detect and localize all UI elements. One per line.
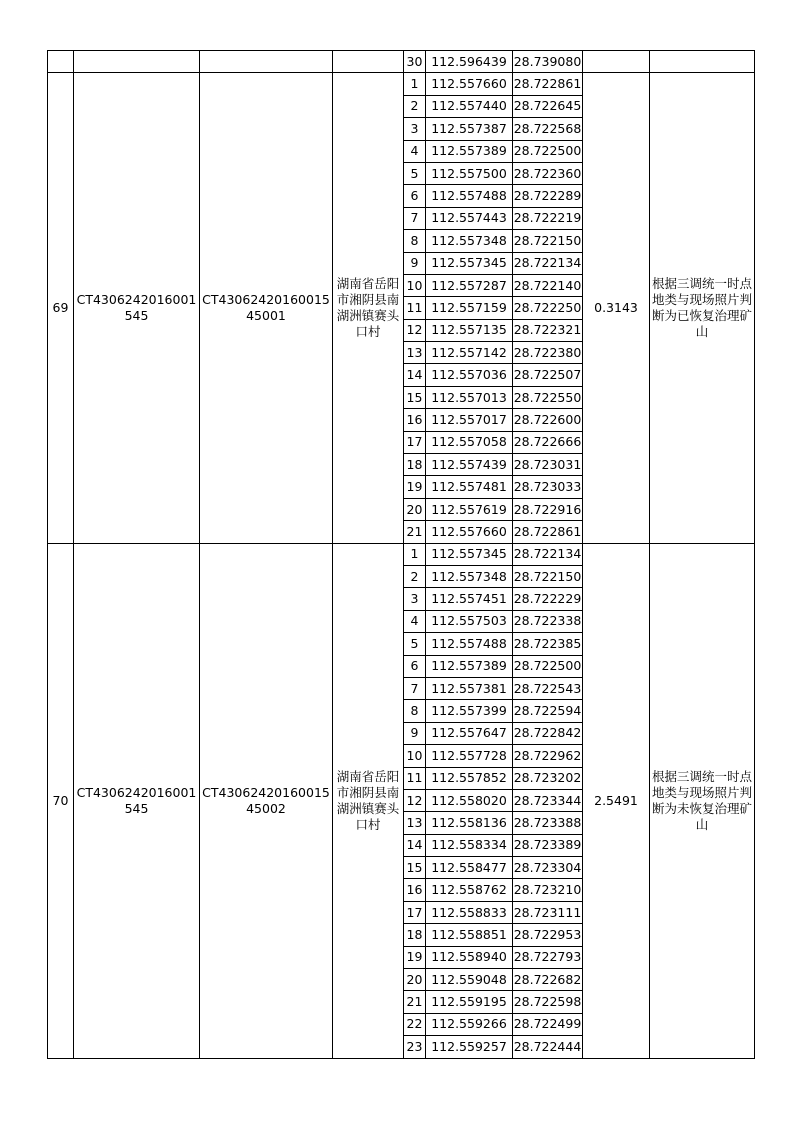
longitude-value: 112.557389 bbox=[426, 140, 513, 162]
point-number: 14 bbox=[404, 364, 426, 386]
latitude-value: 28.722507 bbox=[513, 364, 583, 386]
longitude-value: 112.559048 bbox=[426, 969, 513, 991]
longitude-value: 112.558940 bbox=[426, 946, 513, 968]
latitude-value: 28.722793 bbox=[513, 946, 583, 968]
longitude-value: 112.557451 bbox=[426, 588, 513, 610]
latitude-value: 28.723111 bbox=[513, 901, 583, 923]
longitude-value: 112.558851 bbox=[426, 924, 513, 946]
latitude-value: 28.722219 bbox=[513, 207, 583, 229]
point-number: 9 bbox=[404, 252, 426, 274]
longitude-value: 112.557660 bbox=[426, 73, 513, 95]
longitude-value: 112.557660 bbox=[426, 521, 513, 543]
point-number: 18 bbox=[404, 454, 426, 476]
latitude-value: 28.723031 bbox=[513, 454, 583, 476]
area-value: 2.5491 bbox=[583, 543, 650, 1058]
latitude-value: 28.722543 bbox=[513, 677, 583, 699]
point-number: 5 bbox=[404, 162, 426, 184]
point-number: 18 bbox=[404, 924, 426, 946]
point-number: 4 bbox=[404, 140, 426, 162]
remark-note: 根据三调统一时点地类与现场照片判断为未恢复治理矿山 bbox=[650, 543, 755, 1058]
point-number: 6 bbox=[404, 655, 426, 677]
sequence-number: 69 bbox=[48, 73, 74, 543]
latitude-value: 28.739080 bbox=[513, 51, 583, 73]
longitude-value: 112.557387 bbox=[426, 118, 513, 140]
latitude-value: 28.722861 bbox=[513, 73, 583, 95]
latitude-value: 28.722360 bbox=[513, 162, 583, 184]
latitude-value: 28.722500 bbox=[513, 655, 583, 677]
longitude-value: 112.558334 bbox=[426, 834, 513, 856]
longitude-value: 112.557439 bbox=[426, 454, 513, 476]
longitude-value: 112.557500 bbox=[426, 162, 513, 184]
longitude-value: 112.557348 bbox=[426, 230, 513, 252]
longitude-value: 112.557481 bbox=[426, 476, 513, 498]
point-number: 2 bbox=[404, 95, 426, 117]
point-number: 15 bbox=[404, 386, 426, 408]
point-number: 8 bbox=[404, 230, 426, 252]
point-number: 10 bbox=[404, 274, 426, 296]
point-number: 8 bbox=[404, 700, 426, 722]
latitude-value: 28.722499 bbox=[513, 1013, 583, 1035]
latitude-value: 28.722953 bbox=[513, 924, 583, 946]
latitude-value: 28.722598 bbox=[513, 991, 583, 1013]
point-number: 20 bbox=[404, 969, 426, 991]
point-number: 21 bbox=[404, 521, 426, 543]
patch-code: CT4306242016001545002 bbox=[200, 543, 333, 1058]
latitude-value: 28.723202 bbox=[513, 767, 583, 789]
point-number: 3 bbox=[404, 588, 426, 610]
latitude-value: 28.722444 bbox=[513, 1036, 583, 1058]
latitude-value: 28.723344 bbox=[513, 789, 583, 811]
longitude-value: 112.558833 bbox=[426, 901, 513, 923]
point-number: 16 bbox=[404, 409, 426, 431]
table-row bbox=[48, 73, 755, 95]
longitude-value: 112.557852 bbox=[426, 767, 513, 789]
point-number: 1 bbox=[404, 73, 426, 95]
longitude-value: 112.559195 bbox=[426, 991, 513, 1013]
longitude-value: 112.557013 bbox=[426, 386, 513, 408]
area-value: 0.3143 bbox=[583, 73, 650, 543]
point-number: 7 bbox=[404, 207, 426, 229]
latitude-value: 28.723033 bbox=[513, 476, 583, 498]
empty-cell bbox=[333, 51, 404, 73]
latitude-value: 28.722250 bbox=[513, 297, 583, 319]
longitude-value: 112.557348 bbox=[426, 565, 513, 587]
latitude-value: 28.722600 bbox=[513, 409, 583, 431]
point-number: 13 bbox=[404, 812, 426, 834]
longitude-value: 112.558762 bbox=[426, 879, 513, 901]
longitude-value: 112.557345 bbox=[426, 543, 513, 565]
longitude-value: 112.557728 bbox=[426, 745, 513, 767]
longitude-value: 112.559257 bbox=[426, 1036, 513, 1058]
longitude-value: 112.557287 bbox=[426, 274, 513, 296]
patch-code: CT4306242016001545001 bbox=[200, 73, 333, 543]
coordinate-table bbox=[47, 50, 755, 1059]
location-name: 湖南省岳阳市湘阴县南湖洲镇赛头口村 bbox=[333, 543, 404, 1058]
point-number: 17 bbox=[404, 901, 426, 923]
longitude-value: 112.557488 bbox=[426, 185, 513, 207]
latitude-value: 28.722666 bbox=[513, 431, 583, 453]
latitude-value: 28.723304 bbox=[513, 857, 583, 879]
longitude-value: 112.557135 bbox=[426, 319, 513, 341]
longitude-value: 112.557389 bbox=[426, 655, 513, 677]
point-number: 11 bbox=[404, 297, 426, 319]
location-name: 湖南省岳阳市湘阴县南湖洲镇赛头口村 bbox=[333, 73, 404, 543]
latitude-value: 28.722550 bbox=[513, 386, 583, 408]
point-number: 20 bbox=[404, 498, 426, 520]
table-body bbox=[48, 51, 755, 1059]
longitude-value: 112.557647 bbox=[426, 722, 513, 744]
point-number: 4 bbox=[404, 610, 426, 632]
latitude-value: 28.722916 bbox=[513, 498, 583, 520]
latitude-value: 28.723389 bbox=[513, 834, 583, 856]
empty-cell bbox=[583, 51, 650, 73]
map-code: CT4306242016001545 bbox=[74, 73, 200, 543]
latitude-value: 28.722321 bbox=[513, 319, 583, 341]
point-number: 23 bbox=[404, 1036, 426, 1058]
longitude-value: 112.558136 bbox=[426, 812, 513, 834]
point-number: 11 bbox=[404, 767, 426, 789]
sequence-number: 70 bbox=[48, 543, 74, 1058]
longitude-value: 112.557036 bbox=[426, 364, 513, 386]
longitude-value: 112.557619 bbox=[426, 498, 513, 520]
point-number: 6 bbox=[404, 185, 426, 207]
latitude-value: 28.722150 bbox=[513, 565, 583, 587]
latitude-value: 28.722500 bbox=[513, 140, 583, 162]
latitude-value: 28.722385 bbox=[513, 633, 583, 655]
point-number: 12 bbox=[404, 319, 426, 341]
longitude-value: 112.557159 bbox=[426, 297, 513, 319]
latitude-value: 28.722134 bbox=[513, 252, 583, 274]
remark-note: 根据三调统一时点地类与现场照片判断为已恢复治理矿山 bbox=[650, 73, 755, 543]
longitude-value: 112.557443 bbox=[426, 207, 513, 229]
latitude-value: 28.722645 bbox=[513, 95, 583, 117]
point-number: 19 bbox=[404, 476, 426, 498]
latitude-value: 28.723210 bbox=[513, 879, 583, 901]
point-number: 22 bbox=[404, 1013, 426, 1035]
longitude-value: 112.557381 bbox=[426, 677, 513, 699]
point-number: 12 bbox=[404, 789, 426, 811]
point-number: 17 bbox=[404, 431, 426, 453]
latitude-value: 28.722861 bbox=[513, 521, 583, 543]
point-number: 19 bbox=[404, 946, 426, 968]
latitude-value: 28.722134 bbox=[513, 543, 583, 565]
point-number: 13 bbox=[404, 342, 426, 364]
latitude-value: 28.722842 bbox=[513, 722, 583, 744]
latitude-value: 28.722380 bbox=[513, 342, 583, 364]
point-number: 1 bbox=[404, 543, 426, 565]
table-row bbox=[48, 543, 755, 565]
longitude-value: 112.557503 bbox=[426, 610, 513, 632]
latitude-value: 28.722682 bbox=[513, 969, 583, 991]
longitude-value: 112.557142 bbox=[426, 342, 513, 364]
empty-cell bbox=[48, 51, 74, 73]
longitude-value: 112.557017 bbox=[426, 409, 513, 431]
longitude-value: 112.557345 bbox=[426, 252, 513, 274]
point-number: 5 bbox=[404, 633, 426, 655]
point-number: 2 bbox=[404, 565, 426, 587]
latitude-value: 28.722289 bbox=[513, 185, 583, 207]
longitude-value: 112.558020 bbox=[426, 789, 513, 811]
point-number: 14 bbox=[404, 834, 426, 856]
point-number: 7 bbox=[404, 677, 426, 699]
longitude-value: 112.596439 bbox=[426, 51, 513, 73]
longitude-value: 112.557440 bbox=[426, 95, 513, 117]
longitude-value: 112.557488 bbox=[426, 633, 513, 655]
longitude-value: 112.559266 bbox=[426, 1013, 513, 1035]
point-number: 15 bbox=[404, 857, 426, 879]
point-number: 16 bbox=[404, 879, 426, 901]
point-number: 3 bbox=[404, 118, 426, 140]
map-code: CT4306242016001545 bbox=[74, 543, 200, 1058]
latitude-value: 28.722568 bbox=[513, 118, 583, 140]
latitude-value: 28.723388 bbox=[513, 812, 583, 834]
latitude-value: 28.722229 bbox=[513, 588, 583, 610]
longitude-value: 112.557399 bbox=[426, 700, 513, 722]
latitude-value: 28.722338 bbox=[513, 610, 583, 632]
latitude-value: 28.722962 bbox=[513, 745, 583, 767]
longitude-value: 112.558477 bbox=[426, 857, 513, 879]
table-row bbox=[48, 51, 755, 73]
point-number: 10 bbox=[404, 745, 426, 767]
empty-cell bbox=[74, 51, 200, 73]
empty-cell bbox=[200, 51, 333, 73]
point-number: 9 bbox=[404, 722, 426, 744]
point-number: 21 bbox=[404, 991, 426, 1013]
empty-cell bbox=[650, 51, 755, 73]
longitude-value: 112.557058 bbox=[426, 431, 513, 453]
latitude-value: 28.722594 bbox=[513, 700, 583, 722]
point-number: 30 bbox=[404, 51, 426, 73]
latitude-value: 28.722140 bbox=[513, 274, 583, 296]
latitude-value: 28.722150 bbox=[513, 230, 583, 252]
